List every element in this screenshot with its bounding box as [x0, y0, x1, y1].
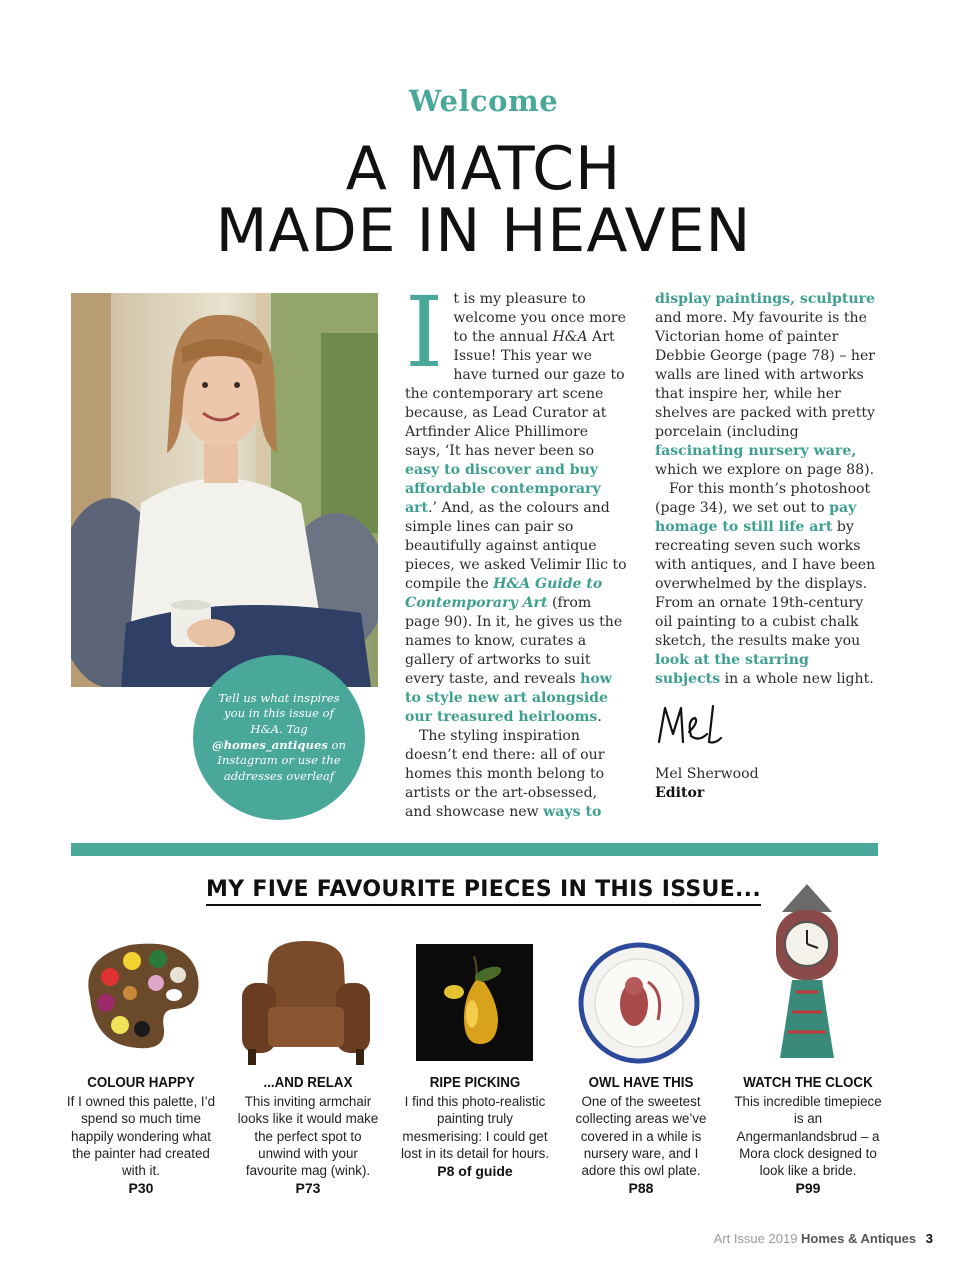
link-starring-subjects[interactable]: look at the starring subjects — [655, 652, 809, 687]
mora-clock-image — [762, 882, 852, 1062]
social-callout — [193, 655, 365, 820]
section-kicker: Welcome — [408, 84, 559, 118]
article-column-1 — [405, 276, 627, 822]
page-number: 3 — [925, 1231, 933, 1246]
link-style-new-art[interactable]: how to style new art alongside our treasured heirlooms — [405, 671, 612, 725]
page-reference: P88 — [628, 1180, 654, 1197]
article-paragraph-3: For this month’s photoshoot (page 34), we set out to pay homage to still life art by recreating seven such works with antiques, and I have been overwhelmed by the displays. From an ornate 19th-century oil painting to a cubist chalk sketch, the results make you look at the starring subjects in a whole new light. — [655, 481, 876, 687]
article-paragraph-2-cont: display paintings, sculpture and more. My favourite is the Victorian home of painter Debbie George (page 78) – her walls are lined with artworks that inspire her, while her shelves are packed with pretty porcelain (including fascinating nursery ware, which we explore on page 88). — [655, 291, 876, 478]
armchair-image — [238, 937, 374, 1067]
favourite-item-4: OWL HAVE THIS One of the sweetest collecting areas we’ve covered in a while is nursery ware, and I adore this owl plate. P88 — [566, 1073, 716, 1197]
pear-painting-image — [416, 944, 533, 1061]
social-callout-text: Tell us what inspires you in this issue of H&A. Tag @homes_antiques on Instagram or use the addresses overleaf — [211, 690, 346, 783]
article-paragraph-2: The styling inspiration doesn’t end there: all of our homes this month belong to artists or the art-obsessed, and showcase new ways to — [405, 728, 605, 820]
article-paragraph-1: It is my pleasure to welcome you once more to the annual H&A Art Issue! This year we have turned our gaze to the contemporary art scene because, as Lead Curator at Artfinder Alice Phillimore says, ‘It has never been so easy to discover and buy affordable contemporary art.’ And, as the colours and simple lines can pair so beautifully against antique pieces, we asked Velimir Ilic to compile the H&A Guide to Contemporary Art (from page 90). In it, he gives us the names to know, curates a gallery of artworks to suit every taste, and reveals how to style new art alongside our treasured heirlooms. — [405, 276, 627, 725]
page-reference: P30 — [128, 1180, 154, 1197]
favourite-item-1: COLOUR HAPPY If I owned this palette, I’d spend so much time happily wondering what the painter had created with it. P30 — [66, 1075, 216, 1197]
favourite-item-2: ...AND RELAX This inviting armchair looks like it would make the perfect spot to unwind with your favourite mag (wink). P73 — [233, 1073, 383, 1197]
link-affordable-art[interactable]: easy to discover and buy affordable contemporary art — [405, 462, 601, 516]
editor-photo — [71, 293, 378, 687]
editor-role: Editor — [655, 785, 705, 801]
magazine-brand: Homes & Antiques — [801, 1231, 917, 1246]
link-still-life[interactable]: pay homage to still life art — [655, 500, 857, 535]
page-title-line-2: MADE IN HEAVEN — [215, 196, 752, 266]
page-reference: P73 — [295, 1180, 321, 1197]
page-title — [0, 134, 967, 266]
palette-image — [80, 937, 202, 1055]
issue-label: Art Issue 2019 — [713, 1231, 798, 1246]
page-reference: P8 of guide — [437, 1163, 513, 1180]
owl-plate-image — [578, 942, 700, 1064]
favourite-item-5: WATCH THE CLOCK This incredible timepiece is an Angermanlandsbrud – a Mora clock designed to look like a bride. P99 — [734, 1075, 882, 1197]
link-display-paintings[interactable]: display paintings, sculpture — [655, 291, 876, 307]
link-nursery-ware[interactable]: fascinating nursery ware, — [655, 443, 857, 459]
favourite-item-3: RIPE PICKING I find this photo-realistic painting truly mesmerising: I could get lost in its detail for hours. P8 of guide — [400, 1075, 550, 1180]
link-ways-to[interactable]: ways to — [543, 804, 602, 820]
instagram-handle[interactable]: @homes_antiques — [211, 737, 328, 752]
drop-cap: I — [405, 276, 444, 389]
page-reference: P99 — [795, 1180, 821, 1197]
page-footer — [714, 1231, 933, 1246]
editor-signature — [655, 702, 755, 752]
page-title-line-1: A MATCH — [345, 134, 622, 204]
favourites-heading: MY FIVE FAVOURITE PIECES IN THIS ISSUE... — [0, 877, 967, 906]
editor-name: Mel Sherwood — [655, 766, 759, 782]
link-contemporary-guide[interactable]: H&A Guide to Contemporary Art — [405, 576, 603, 611]
article-column-2 — [655, 290, 877, 689]
section-divider — [71, 843, 878, 856]
